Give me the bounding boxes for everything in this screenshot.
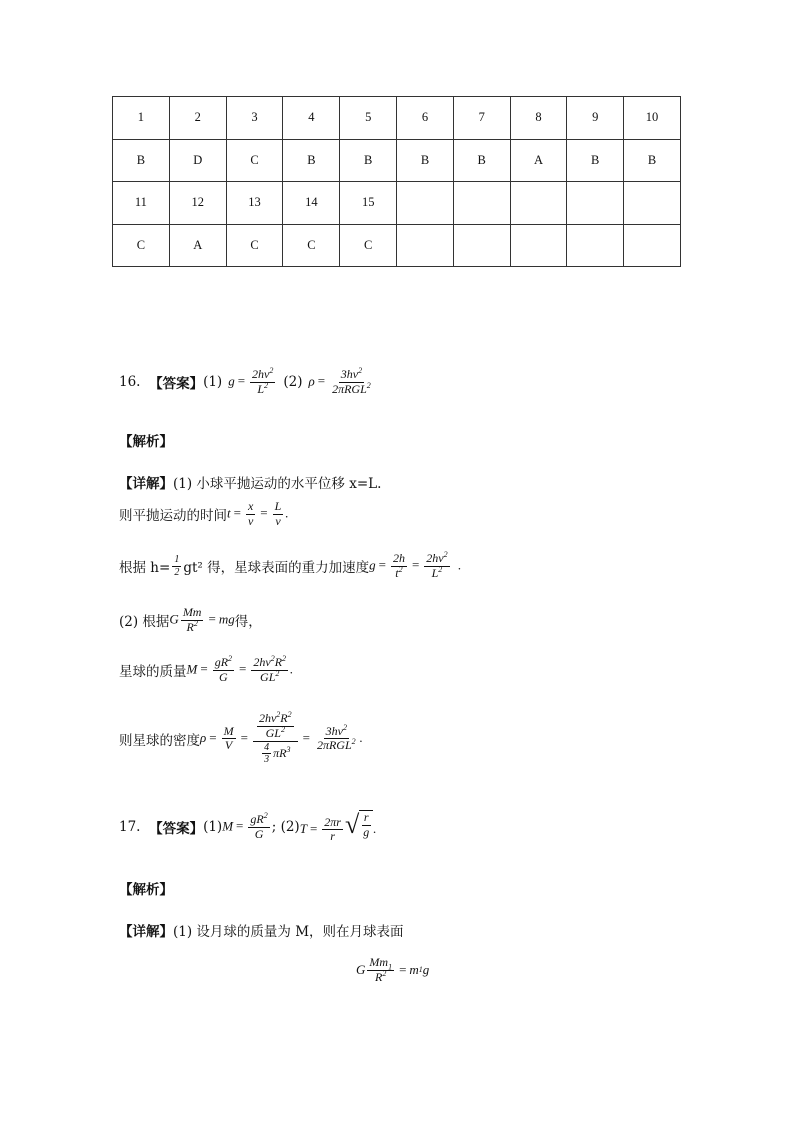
table-row — [113, 139, 681, 182]
table-cell — [624, 182, 681, 225]
table-cell — [397, 224, 454, 267]
table-cell: 5 — [340, 97, 397, 140]
table-cell: 12 — [169, 182, 226, 225]
q16-detail-line4 — [119, 606, 262, 635]
q16-ans1-formula: g = $\frac{2hv^2}{L^2}$ — [228, 366, 274, 396]
table-cell — [624, 224, 681, 267]
table-cell: 13 — [226, 182, 283, 225]
table-cell: C — [113, 224, 170, 267]
table-cell: 3 — [226, 97, 283, 140]
q16-gravity-formula: G $\frac{Mm}{R^2}$ = mg — [169, 605, 235, 634]
q16-line3-text: 根据 h= — [119, 560, 171, 577]
table-cell: B — [624, 139, 681, 182]
table-cell: 1 — [113, 97, 170, 140]
q16-detail-line2 — [119, 500, 289, 529]
table-cell: B — [340, 139, 397, 182]
q16-line3-mid: gt² 得，星球表面的重力加速度 — [183, 560, 370, 577]
table-row — [113, 182, 681, 225]
table-cell: B — [283, 139, 340, 182]
q16-detail-line5 — [119, 656, 293, 685]
table-cell — [453, 182, 510, 225]
table-cell: B — [567, 139, 624, 182]
table-cell: 4 — [283, 97, 340, 140]
q16-line4-suffix: 得， — [234, 614, 262, 631]
q16-number: 16. — [119, 374, 141, 391]
q17-detail-tag: 【详解】 — [119, 924, 173, 940]
q16-density-formula: ρ = $\frac{M}{V}$ = $\frac{2hv^2R^2}{GL^2}$ $\frac{4}{3}$ $\pi R^3$ = $3hv^2$ 2πRGL$^2$ . — [200, 710, 363, 766]
table-cell — [567, 224, 624, 267]
table-cell: D — [169, 139, 226, 182]
q16-half-fraction: $\frac{1}{2}$ — [174, 554, 180, 578]
q16-detail-line3 — [119, 552, 461, 581]
table-cell — [510, 224, 567, 267]
table-cell: A — [510, 139, 567, 182]
q16-part2-label: (2) — [283, 374, 303, 391]
table-cell: 7 — [453, 97, 510, 140]
q16-detail-text: (1) 小球平抛运动的水平位移 x=L. — [173, 476, 382, 492]
table-cell: B — [453, 139, 510, 182]
table-cell: C — [283, 224, 340, 267]
q16-line4-text: (2) 根据 — [119, 614, 170, 631]
q16-detail-line1 — [119, 472, 381, 492]
q16-g-formula: g = $\frac{2h}{t^2}$ = $\frac{2hv^2}{L^2}$ . — [369, 550, 462, 580]
table-cell — [510, 182, 567, 225]
q16-ans2-formula: ρ = $3hv^2$ 2πRGL$^2$ — [308, 366, 371, 396]
table-cell: 11 — [113, 182, 170, 225]
table-cell: C — [226, 139, 283, 182]
q17-gravity-equation: G $\frac{Mm_1}{R^2}$ = m 1 g — [356, 955, 430, 984]
table-cell: B — [397, 139, 454, 182]
table-cell — [397, 182, 454, 225]
q16-line2-text: 则平抛运动的时间 — [119, 508, 227, 525]
table-row — [113, 97, 681, 140]
q17-period-formula: T = $\frac{2\pi r}{r}$ √ $\frac{r}{g}$ . — [299, 809, 377, 844]
q17-answer-line — [119, 810, 377, 844]
table-cell: 6 — [397, 97, 454, 140]
q16-part1-label: (1) — [203, 374, 223, 391]
table-cell: 15 — [340, 182, 397, 225]
table-cell — [567, 182, 624, 225]
q17-mass-formula: M = $\frac{gR^2}{G}$ — [222, 810, 268, 841]
table-cell: C — [226, 224, 283, 267]
q16-line6-text: 则星球的密度 — [119, 732, 200, 749]
q16-line5-text: 星球的质量 — [119, 664, 187, 681]
answer-table — [112, 96, 681, 267]
table-row — [113, 224, 681, 267]
q17-number: 17. — [119, 819, 141, 836]
table-cell: 10 — [624, 97, 681, 140]
q17-detail-text: (1) 设月球的质量为 M，则在月球表面 — [173, 924, 404, 940]
table-cell: B — [113, 139, 170, 182]
table-cell — [453, 224, 510, 267]
table-cell: 2 — [169, 97, 226, 140]
q16-answer-tag: 【答案】 — [149, 376, 204, 393]
q16-time-formula: t = $\frac{x}{v}$ = $\frac{L}{v}$ . — [227, 499, 289, 528]
q16-answer-line — [119, 368, 375, 397]
q17-part1-label: (1) — [203, 819, 223, 836]
q16-mass-formula: M = $\frac{gR^2}{G}$ = $\frac{2hv^2R^2}{GL^2}$ . — [186, 654, 294, 684]
q17-detail-line1 — [119, 920, 404, 940]
table-cell: C — [340, 224, 397, 267]
table-cell: 14 — [283, 182, 340, 225]
q17-part2-label: ; (2) — [271, 819, 300, 836]
q16-analysis-tag: 【解析】 — [119, 434, 173, 450]
q17-analysis-tag: 【解析】 — [119, 882, 173, 898]
table-cell: 9 — [567, 97, 624, 140]
q16-detail-line6 — [119, 712, 363, 766]
q16-detail-tag: 【详解】 — [119, 476, 173, 492]
table-cell: A — [169, 224, 226, 267]
table-cell: 8 — [510, 97, 567, 140]
q17-answer-tag: 【答案】 — [149, 821, 204, 838]
